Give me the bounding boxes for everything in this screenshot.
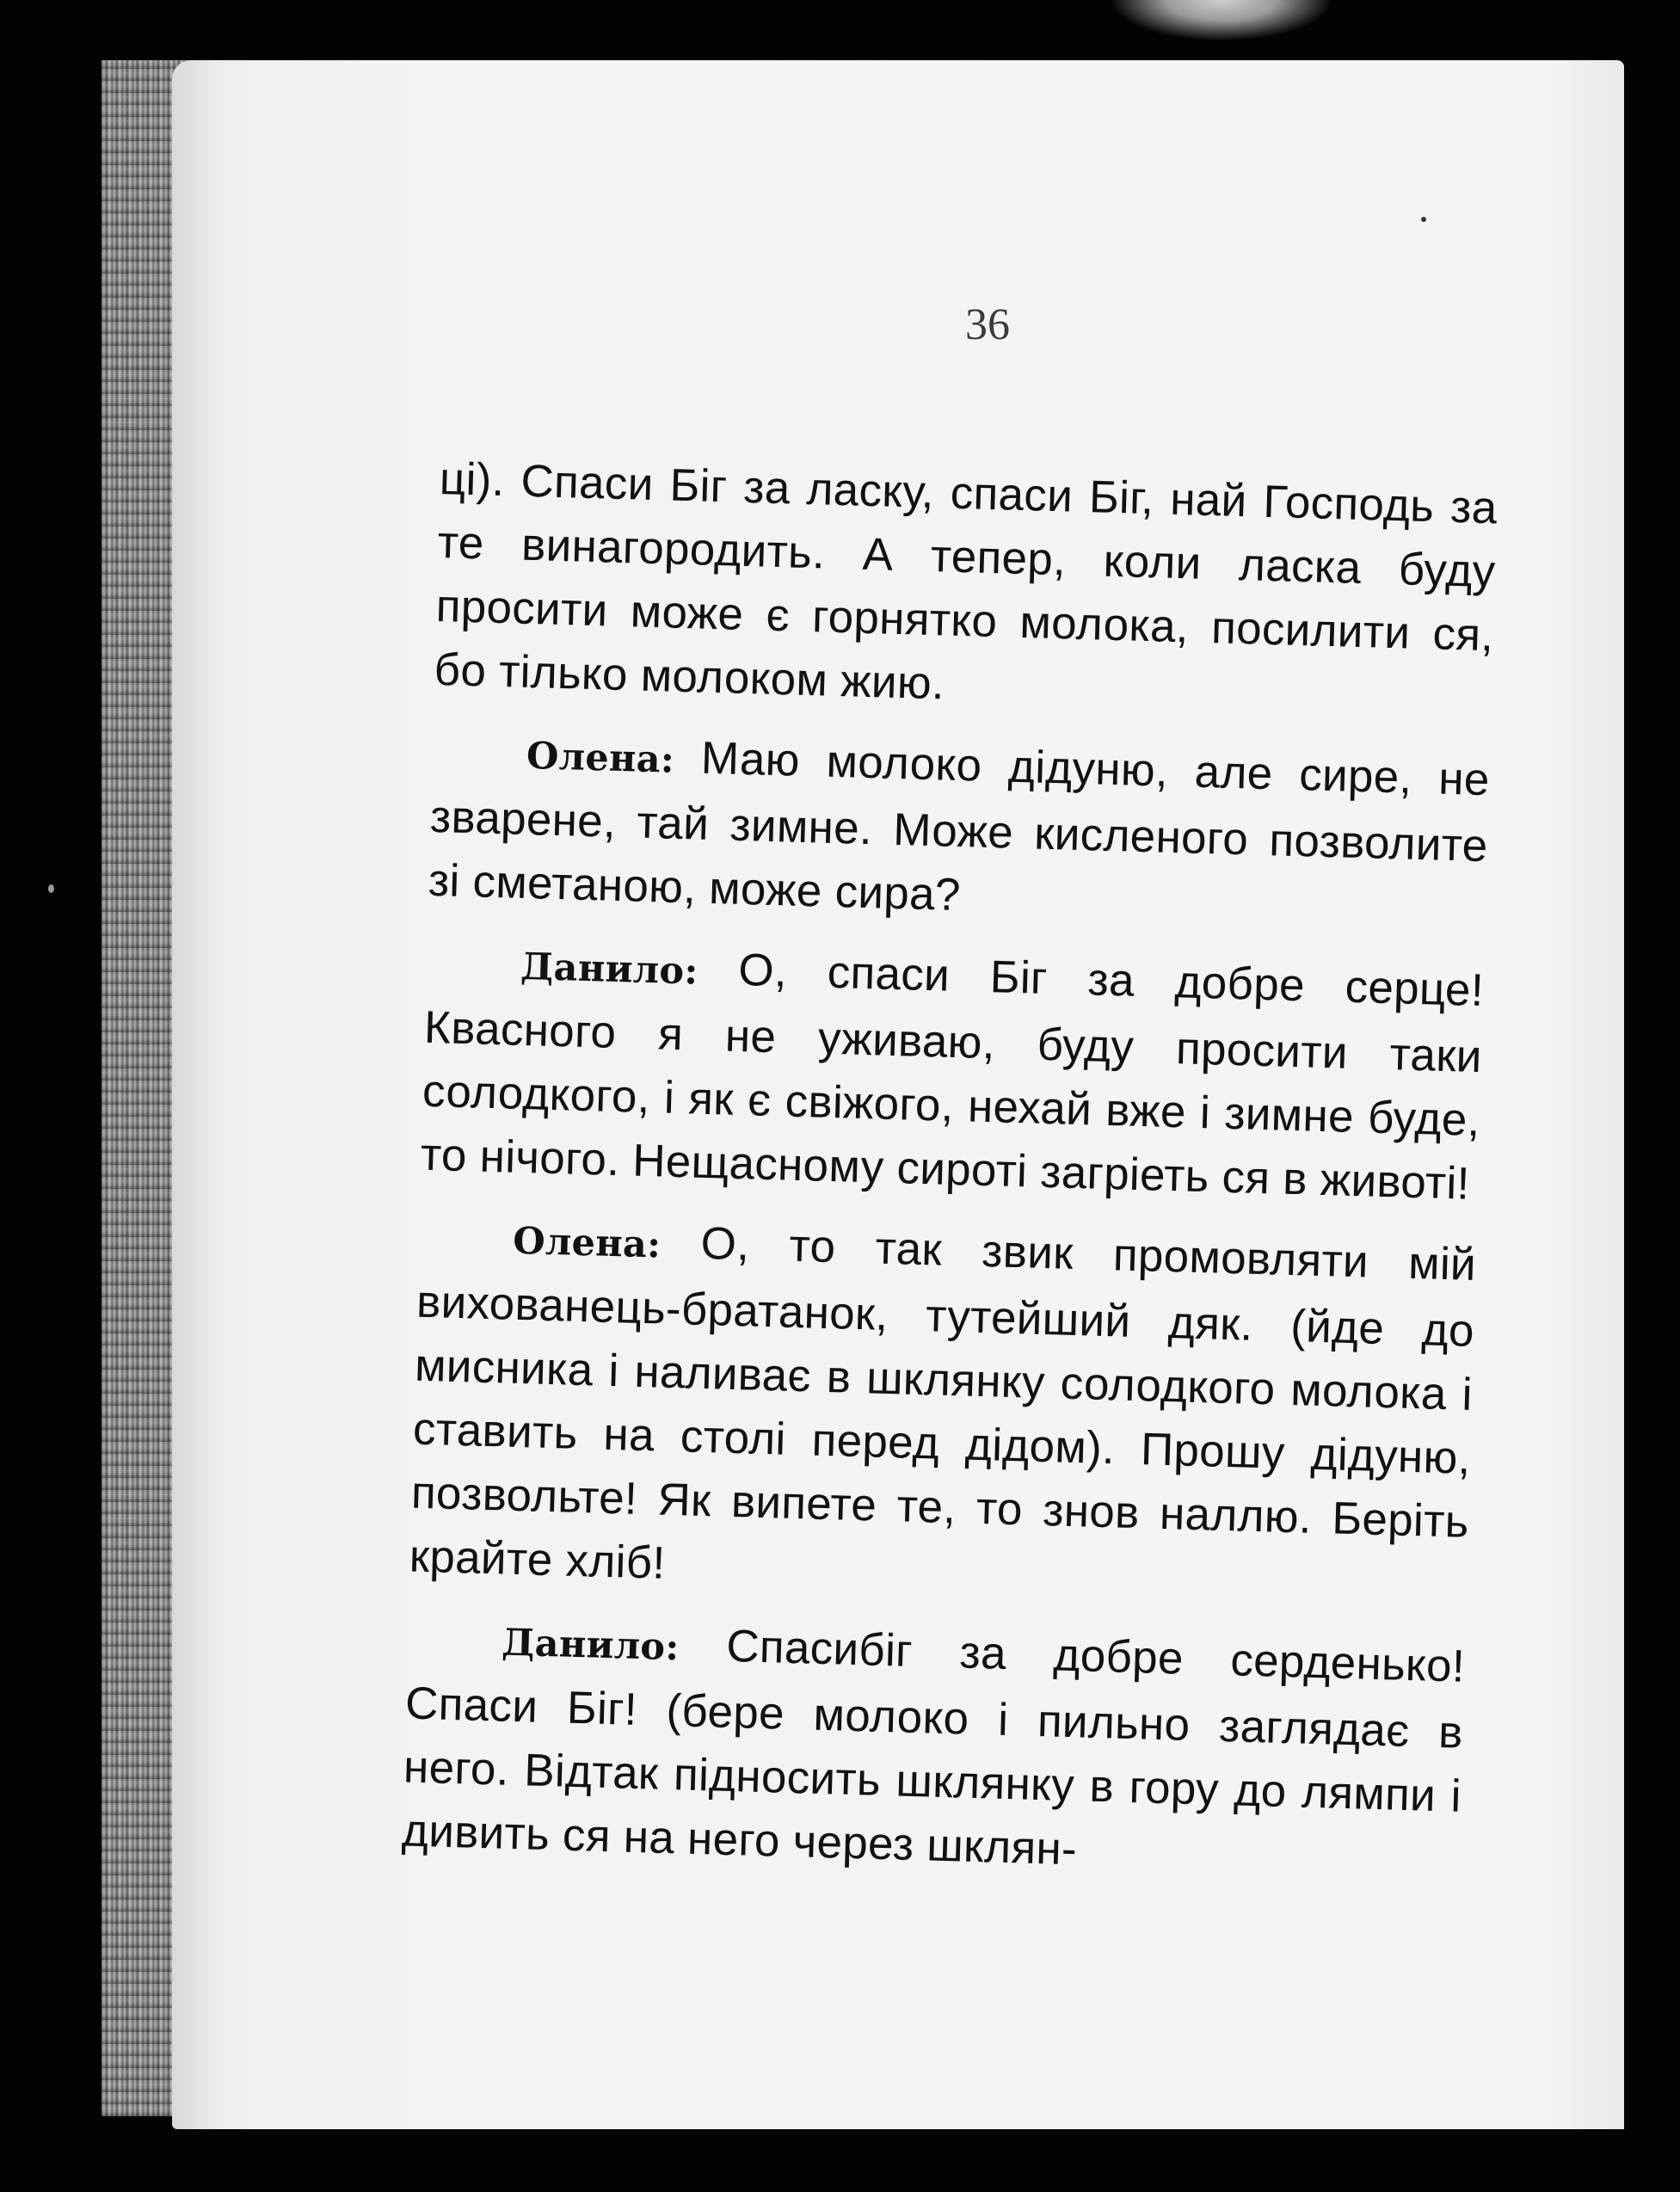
paragraph-text: Спасибіг за добре серденько! Спаси Біг! (бере молоко і пильно заглядає в него. Відтак підносить шклянку в гору до лямпи і дивить ся на него через шклян- bbox=[401, 1620, 1466, 1875]
paragraph-text: О, спаси Біг за добре серце! Квасного я не уживаю, буду просити таки солодкого, і як є свіжого, нехай вже і зимне буде, то нічого. Нещасному сироті загріеть ся в животі! bbox=[420, 944, 1485, 1210]
paragraph-5 bbox=[401, 1605, 1466, 1892]
paragraph-text: ці). Спаси Біг за ласку, спаси Біг, най Господь за те винагородить. А тепер, коли ласка буду просити може є горнятко молока, посилити ся, бо тілько молоком жию. bbox=[433, 453, 1498, 710]
paragraph-4 bbox=[409, 1204, 1477, 1618]
speaker-name: Олена: bbox=[512, 1219, 662, 1267]
paragraph-2 bbox=[428, 719, 1491, 942]
paragraph-1 bbox=[434, 447, 1498, 731]
scan-speck bbox=[48, 884, 54, 893]
torn-paper-fringe bbox=[1110, 0, 1333, 41]
paragraph-text: Маю молоко дідуню, але сире, не зварене, тай зимне. Може кисленого позволите зі сметаною, може сира? bbox=[428, 732, 1491, 921]
paragraph-3 bbox=[420, 930, 1485, 1216]
speaker-name: Данило: bbox=[501, 1621, 680, 1670]
speaker-name: Олена: bbox=[526, 734, 675, 782]
speaker-name: Данило: bbox=[520, 945, 699, 994]
page-number: 36 bbox=[965, 300, 1010, 349]
page-mark bbox=[1421, 217, 1426, 222]
paragraph-text: О, то так звик промовляти мій вихованець-братанок, тутейший дяк. (йде до мисника і наливає в шклянку солодкого молока і ставить на столі перед дідом). Прошу дідуню, позвольте! Як випете те, то знов наллю. Беріть крайте хліб! bbox=[409, 1217, 1477, 1589]
page-text bbox=[400, 447, 1498, 1910]
